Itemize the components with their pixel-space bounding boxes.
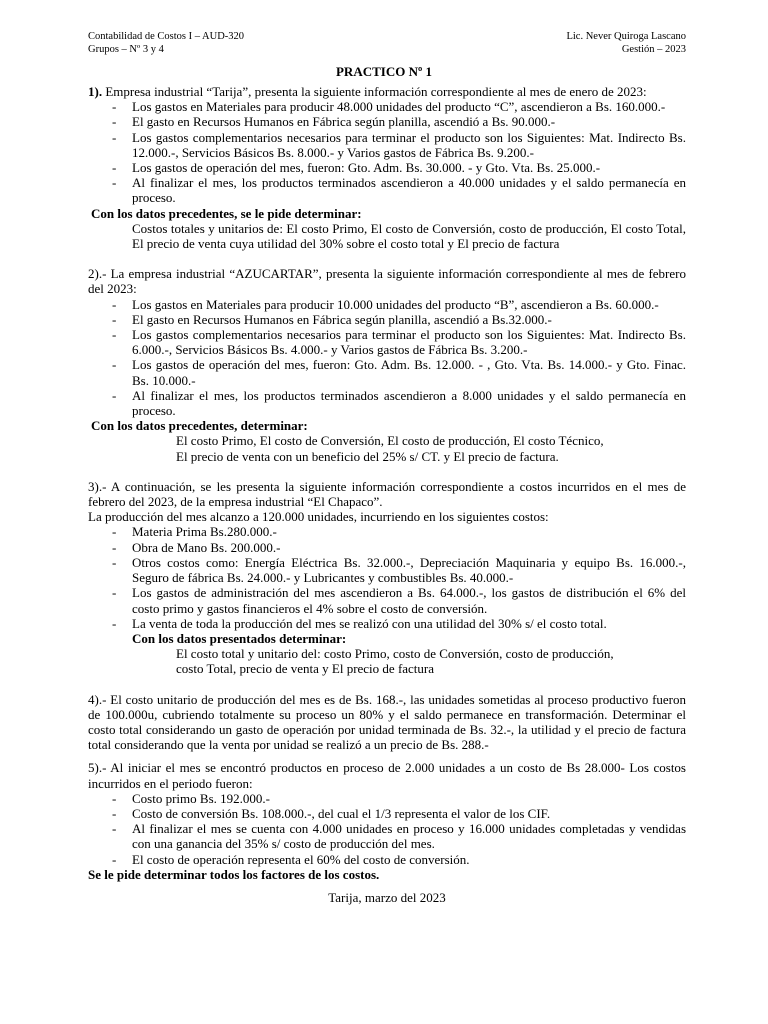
group-label: Grupos – Nº 3 y 4 xyxy=(88,44,164,55)
exercise-5-list xyxy=(88,791,686,867)
exercise-3-production: La producción del mes alcanzo a 120.000 unidades, incurriendo en los siguientes costos: xyxy=(88,509,549,525)
exercise-4-text: 4).- El costo unitario de producción del mes es de Bs. 168.-, las unidades sometidas al proceso productivo fueron de 100.000u, cubriendo totalmente su proceso un 80% y el saldo permanece en transformación. Determinar el costo total considerando un gasto de operación por unidad terminada de Bs. 32.-, la utilidad y el precio de factura total considerando que la venta por unidad se realizó a un precio de Bs. 288.- xyxy=(88,691,686,753)
exercise-1-list xyxy=(88,99,686,205)
exercise-1-answer: Costos totales y unitarios de: El costo Primo, El costo de Conversión, costo de producción, El costo Total, El precio de venta cuya utilidad del 30% sobre el costo total y El precio de factura xyxy=(132,220,686,252)
exercise-2-answer-line-2: El precio de venta con un beneficio del 25% s/ CT. y El precio de factura. xyxy=(176,448,559,464)
list-item: - Costo de conversión Bs. 108.000.-, del cual el 1/3 representa el valor de los CIF. xyxy=(88,806,686,821)
list-item: - Al finalizar el mes, los productos terminados ascendieron a 40.000 unidades y el saldo permanecía en proceso. xyxy=(88,175,686,205)
exercise-5-intro: 5).- Al iniciar el mes se encontró productos en proceso de 2.000 unidades a un costo de Bs 28.000- Los costos incurridos en el periodo fueron: xyxy=(88,760,686,791)
list-item: - Los gastos de operación del mes, fueron: Gto. Adm. Bs. 12.000. - , Gto. Vta. Bs. 14.000.- y Gto. Finac. Bs. 10.000.- xyxy=(88,357,686,387)
list-item: - Los gastos en Materiales para producir 10.000 unidades del producto “B”, ascendieron a Bs. 60.000.- xyxy=(88,297,686,312)
list-item: - Los gastos complementarios necesarios para terminar el producto son los Siguientes: Mat. Indirecto Bs. 12.000.-, Servicios Básicos Bs. 8.000.- y Varios gastos de Fábrica Bs. 9.200.- xyxy=(88,130,686,160)
list-item: - El gasto en Recursos Humanos en Fábrica según planilla, ascendió a Bs. 90.000.- xyxy=(88,114,686,129)
exercise-3-intro: 3).- A continuación, se les presenta la siguiente información correspondiente a costos incurridos en el mes de febrero del 2023, de la empresa industrial “El Chapaco”. xyxy=(88,478,686,510)
list-item: - Los gastos en Materiales para producir 48.000 unidades del producto “C”, ascendieron a Bs. 160.000.- xyxy=(88,99,686,114)
exercise-1-question: Con los datos precedentes, se le pide determinar: xyxy=(91,205,362,221)
list-item: - Los gastos de administración del mes ascendieron a Bs. 64.000.-, los gastos de distribución el 6% del costo primo y gastos financieros el 4% sobre el costo de conversión. xyxy=(88,585,686,615)
list-item: - Obra de Mano Bs. 200.000.- xyxy=(88,540,686,555)
list-item: - La venta de toda la producción del mes se realizó con una utilidad del 30% s/ el costo total. xyxy=(88,616,686,631)
list-item: - El gasto en Recursos Humanos en Fábrica según planilla, ascendió a Bs.32.000.- xyxy=(88,312,686,327)
exercise-1-intro-text: Empresa industrial “Tarija”, presenta la siguiente información correspondiente al mes de enero de 2023: xyxy=(102,84,647,99)
exercise-3-list xyxy=(88,524,686,630)
page-footer: Tarija, marzo del 2023 xyxy=(328,889,446,905)
exercise-1-intro xyxy=(88,84,686,99)
list-item: - Al finalizar el mes, los productos terminados ascendieron a 8.000 unidades y el saldo permanecía en proceso. xyxy=(88,388,686,418)
term-label: Gestión – 2023 xyxy=(621,44,686,55)
exercise-1-number: 1). xyxy=(88,84,103,99)
exercise-3-question: Con los datos presentados determinar: xyxy=(132,630,347,646)
list-item: - Al finalizar el mes se cuenta con 4.000 unidades en proceso y 16.000 unidades completadas y vendidas con una ganancia del 35% s/ costo de producción del mes. xyxy=(88,821,686,851)
list-item: - Materia Prima Bs.280.000.- xyxy=(88,524,686,539)
list-item: - Los gastos complementarios necesarios para terminar el producto son los Siguientes: Mat. Indirecto Bs. 6.000.-, Servicios Básicos Bs. 4.000.- y Varios gastos de Fábrica Bs. 3.200.- xyxy=(88,327,686,357)
exercise-3-answer-line-1: El costo total y unitario del: costo Primo, costo de Conversión, costo de producción, xyxy=(176,646,614,662)
list-item: - El costo de operación representa el 60% del costo de conversión. xyxy=(88,852,686,867)
exercise-3-answer-line-2: costo Total, precio de venta y El precio de factura xyxy=(176,661,435,677)
exercise-2-list xyxy=(88,297,686,419)
lecturer-name: Lic. Never Quiroga Lascano xyxy=(566,31,686,42)
list-item: - Costo primo Bs. 192.000.- xyxy=(88,791,686,806)
list-item: - Otros costos como: Energía Eléctrica Bs. 32.000.-, Depreciación Maquinaria y equipo Bs. 16.000.-, Seguro de fábrica Bs. 24.000.- y Lubricantes y combustibles Bs. 40.000.- xyxy=(88,555,686,585)
page-title: PRACTICO Nº 1 xyxy=(335,64,432,79)
document-body xyxy=(88,84,686,905)
course-name: Contabilidad de Costos I – AUD-320 xyxy=(88,31,245,42)
exercise-5-question: Se le pide determinar todos los factores de los costos. xyxy=(88,866,380,882)
exercise-2-intro: 2).- La empresa industrial “AZUCARTAR”, presenta la siguiente información correspondiente al mes de febrero del 2023: xyxy=(88,266,686,297)
exercise-2-question: Con los datos precedentes, determinar: xyxy=(91,418,308,434)
page-header xyxy=(88,30,686,56)
exercise-2-answer-line-1: El costo Primo, El costo de Conversión, El costo de producción, El costo Técnico, xyxy=(176,433,604,449)
list-item: - Los gastos de operación del mes, fueron: Gto. Adm. Bs. 30.000. - y Gto. Vta. Bs. 25.000.- xyxy=(88,160,686,175)
